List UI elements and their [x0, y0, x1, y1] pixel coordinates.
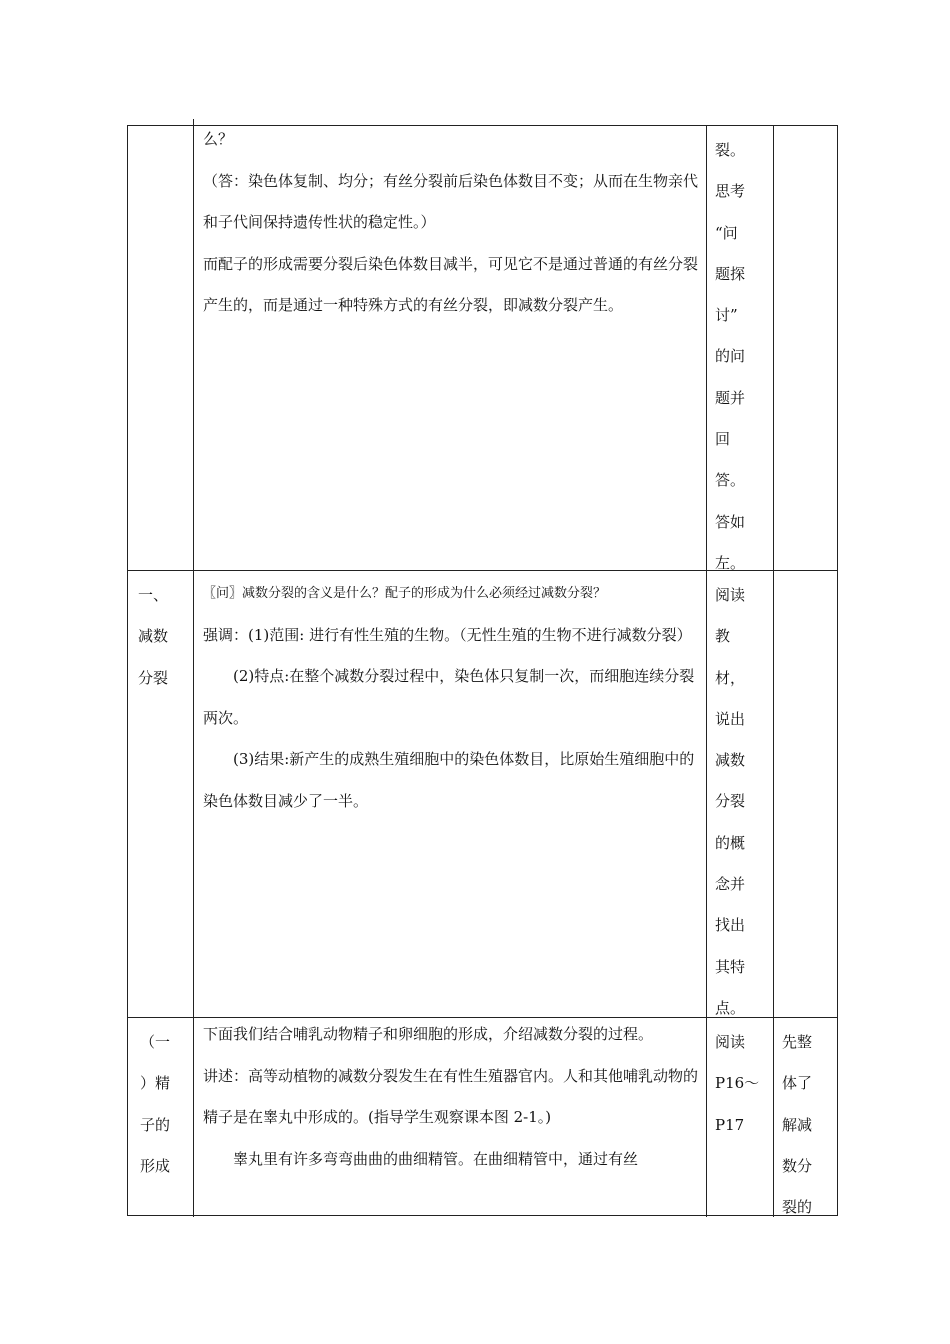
section-cell: 一、 减数 分裂 [138, 586, 169, 687]
content-paragraph: 下面我们结合哺乳动物精子和卵细胞的形成，介绍减数分裂的过程。 [203, 1025, 654, 1043]
content-paragraph: 而配子的形成需要分裂后染色体数目减半，可见它不是通过普通的有丝分裂产生的，而是通过一种特殊方式的有丝分裂，即减数分裂产生。 [203, 254, 699, 314]
section-cell [128, 126, 193, 570]
content-paragraph: 强调：(1)范围: 进行有性生殖的生物。（无性生殖的生物不进行减数分裂） [203, 625, 692, 644]
table-row [128, 570, 837, 1017]
student-activity-cell: 裂。 思考 “问 题探 讨” 的问 题并 回 答。 答如 左。 [706, 126, 773, 570]
student-activity-cell: 阅读 P16～ P17 [706, 1018, 773, 1217]
student-activity-cell: 阅读 教 材， 说出 减数 分裂 的概 念并 找出 其特 点。 [706, 571, 773, 1017]
design-intent-cell [773, 126, 839, 570]
section-cell: （一 ）精 子的 形成 [140, 1033, 171, 1175]
content-cell [193, 119, 706, 570]
content-cell [193, 571, 706, 1017]
content-paragraph: （答：染色体复制、均分；有丝分裂前后染色体数目不变；从而在生物亲代和子代间保持遗传性状的稳定性。） [203, 171, 699, 231]
design-intent-cell [773, 571, 839, 1017]
lesson-plan-table [127, 125, 838, 1216]
content-paragraph: 讲述：高等动植物的减数分裂发生在有性生殖器官内。人和其他哺乳动物的精子是在睾丸中形成的。(指导学生观察课本图 2-1。) [203, 1066, 699, 1126]
content-paragraph: 么？ [203, 130, 234, 148]
design-intent-cell: 先整 体了 解减 数分 裂的 [773, 1018, 839, 1217]
table-row [128, 126, 837, 570]
table-row [128, 1017, 837, 1217]
content-paragraph: (2)特点:在整个减数分裂过程中，染色体只复制一次，而细胞连续分裂两次。 [203, 667, 695, 727]
content-cell [193, 1014, 706, 1217]
content-paragraph: 睾丸里有许多弯弯曲曲的曲细精管。在曲细精管中，通过有丝 [233, 1149, 639, 1168]
content-paragraph: (3)结果:新产生的成熟生殖细胞中的染色体数目，比原始生殖细胞中的染色体数目减少了一半。 [203, 750, 695, 810]
question-paragraph: 〖问〗减数分裂的含义是什么？配子的形成为什么必须经过减数分裂？ [203, 586, 607, 601]
